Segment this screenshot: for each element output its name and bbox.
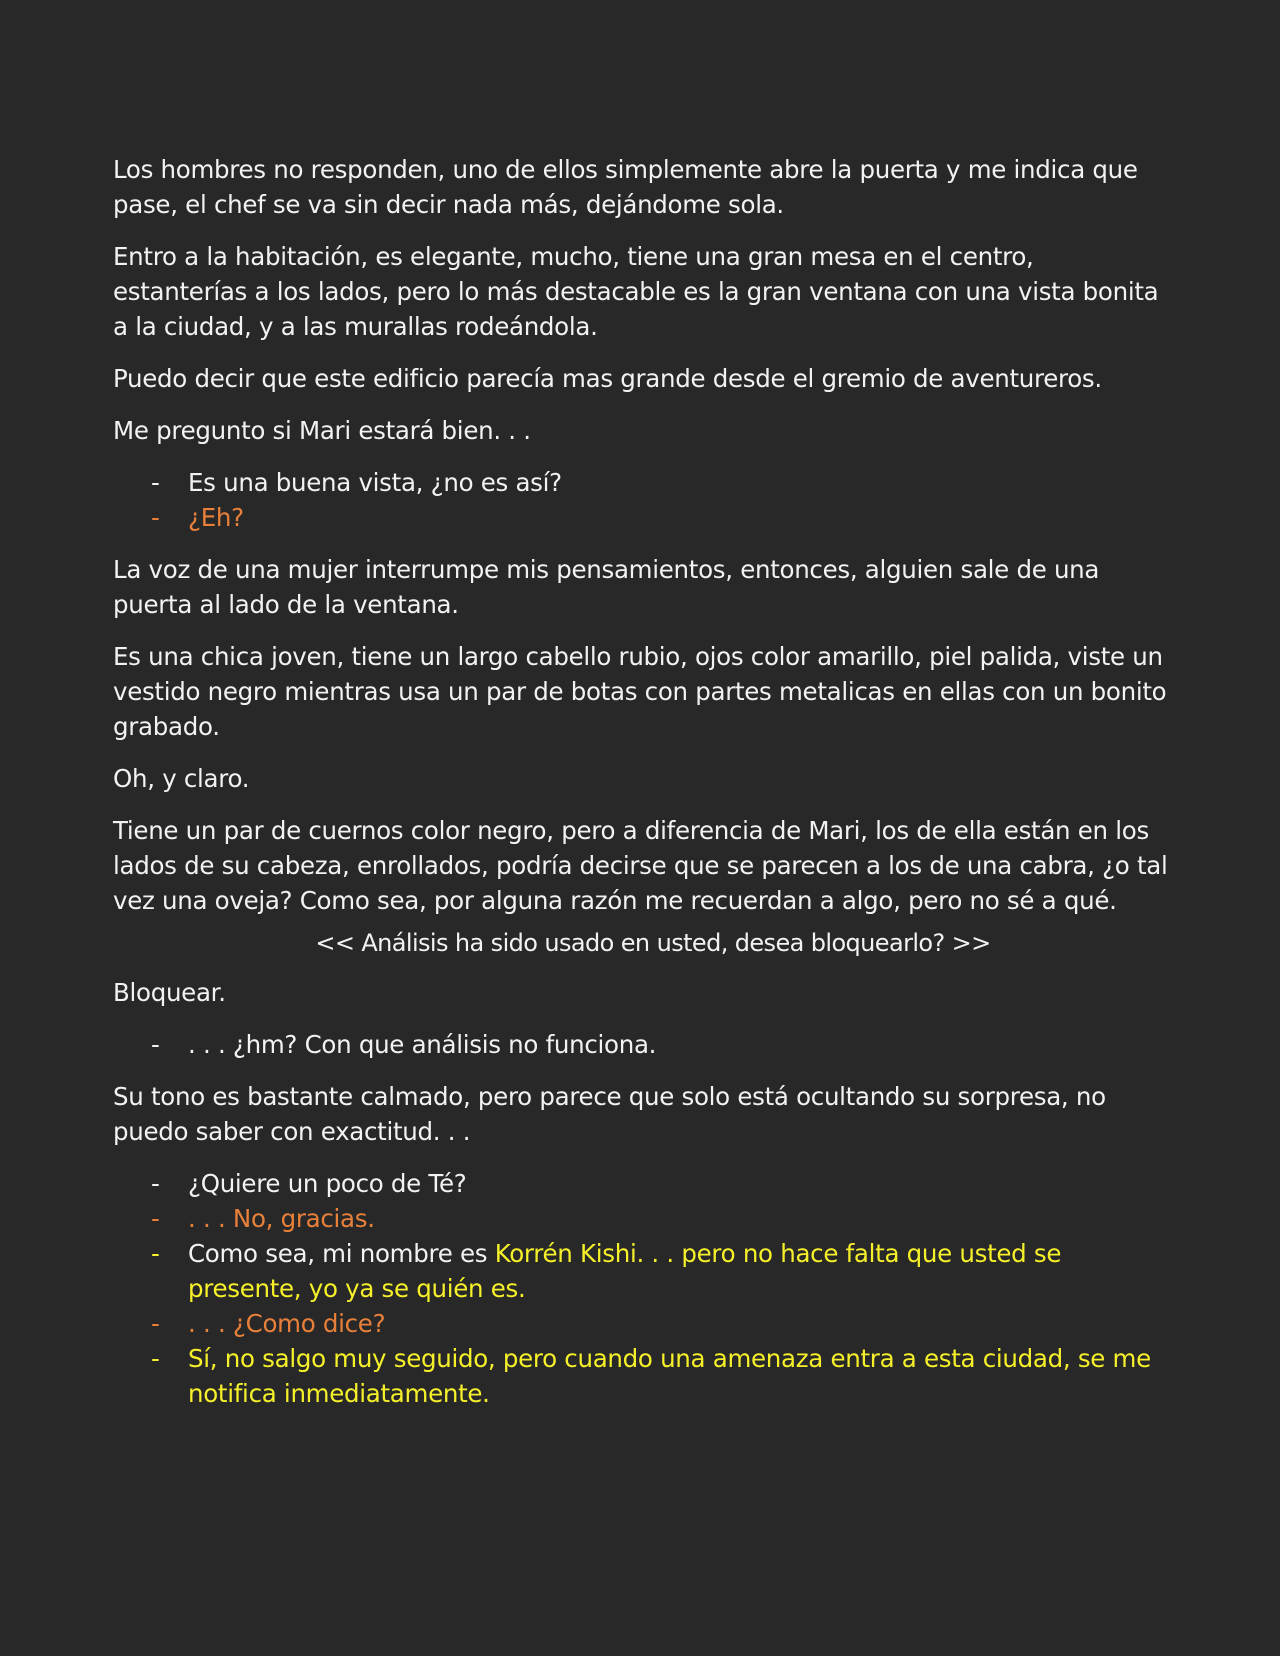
paragraph-3: Puedo decir que este edificio parecía mas grande desde el gremio de aventureros.	[113, 364, 1102, 393]
paragraph-4: Me pregunto si Mari estará bien. . .	[113, 416, 531, 445]
dialogue-text: . . . No, gracias.	[188, 1204, 375, 1233]
document-page	[113, 152, 1173, 1428]
dialogue-dash: -	[151, 468, 160, 497]
dialogue-line	[113, 1341, 1173, 1411]
dialogue-line	[113, 1306, 1173, 1341]
dialogue-list-1	[113, 465, 1173, 535]
paragraph-2: Entro a la habitación, es elegante, mucho, tiene una gran mesa en el centro, estanterías a los lados, pero lo más destacable es la gran ventana con una vista bonita a la ciudad, y a las murallas rodeándola.	[113, 242, 1159, 341]
dialogue-text: ¿Quiere un poco de Té?	[188, 1169, 467, 1198]
paragraph-7: Oh, y claro.	[113, 764, 250, 793]
dialogue-line	[113, 465, 1173, 500]
paragraph-6: Es una chica joven, tiene un largo cabello rubio, ojos color amarillo, piel palida, viste un vestido negro mientras usa un par de botas con partes metalicas en ellas con un bonito grabado.	[113, 642, 1167, 741]
dialogue-dash: -	[151, 1204, 160, 1233]
dialogue-list-2	[113, 1027, 1173, 1062]
paragraph-8: Tiene un par de cuernos color negro, pero a diferencia de Mari, los de ella están en los lados de su cabeza, enrollados, podría decirse que se parecen a los de una cabra, ¿o tal vez una oveja? Como sea, por alguna razón me recuerdan a algo, pero no sé a qué.	[113, 816, 1168, 915]
dialogue-dash: -	[151, 1309, 160, 1338]
dialogue-line	[113, 1201, 1173, 1236]
paragraph-5: La voz de una mujer interrumpe mis pensamientos, entonces, alguien sale de una puerta al lado de la ventana.	[113, 555, 1100, 619]
dialogue-text: Es una buena vista, ¿no es así?	[188, 468, 562, 497]
dialogue-text: ¿Eh?	[188, 503, 244, 532]
dialogue-line	[113, 1236, 1173, 1306]
dialogue-dash: -	[151, 1344, 160, 1373]
dialogue-line	[113, 1027, 1173, 1062]
dialogue-list-3	[113, 1166, 1173, 1411]
dialogue-dash: -	[151, 1030, 160, 1059]
dialogue-dash: -	[151, 503, 160, 532]
dialogue-text: . . . ¿hm? Con que análisis no funciona.	[188, 1030, 657, 1059]
dialogue-line	[113, 1166, 1173, 1201]
dialogue-dash: -	[151, 1169, 160, 1198]
paragraph-9: Bloquear.	[113, 978, 226, 1007]
dialogue-text: . . . ¿Como dice?	[188, 1309, 386, 1338]
dialogue-text-highlight: Korrén Kishi. . . pero no hace falta que usted se presente, yo ya se quién es.	[188, 1239, 1062, 1303]
paragraph-1: Los hombres no responden, uno de ellos simplemente abre la puerta y me indica que pase, el chef se va sin decir nada más, dejándome sola.	[113, 155, 1138, 219]
dialogue-text-plain: Como sea, mi nombre es	[188, 1239, 495, 1268]
system-message: << Análisis ha sido usado en usted, desea bloquearlo? >>	[315, 929, 991, 957]
dialogue-dash: -	[151, 1239, 160, 1268]
dialogue-line	[113, 500, 1173, 535]
paragraph-10: Su tono es bastante calmado, pero parece que solo está ocultando su sorpresa, no puedo saber con exactitud. . .	[113, 1082, 1106, 1146]
dialogue-text: Sí, no salgo muy seguido, pero cuando una amenaza entra a esta ciudad, se me notifica inmediatamente.	[188, 1344, 1151, 1408]
